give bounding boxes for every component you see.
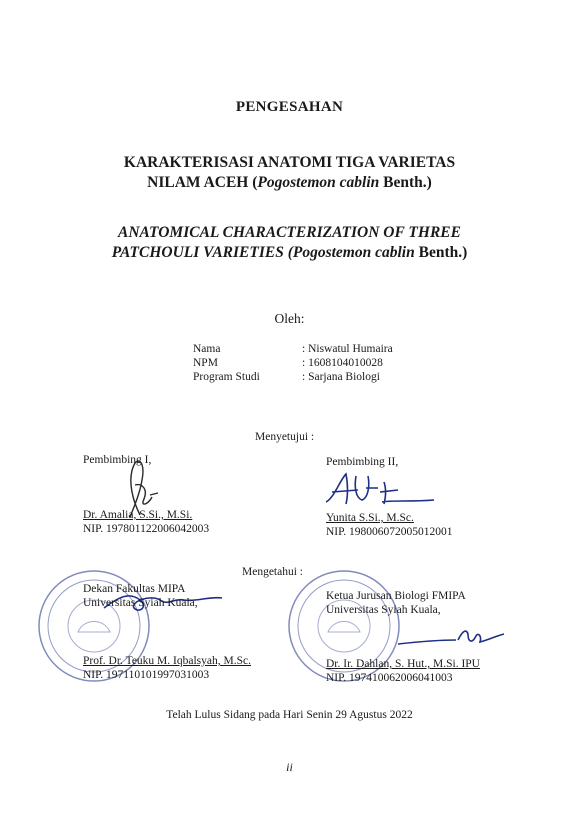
head-role-department: Ketua Jurusan Biologi FMIPA xyxy=(326,590,466,602)
supervisor2-name: Yunita S.Si., M.Sc. xyxy=(326,512,414,524)
title-indonesian-line1: KARAKTERISASI ANATOMI TIGA VARIETAS xyxy=(123,154,456,171)
by-label: Oleh: xyxy=(274,311,305,326)
student-name-value: : Niswatul Humaira xyxy=(302,343,393,355)
acknowledged-by-label: Mengetahui : xyxy=(242,566,303,578)
approved-by-label: Menyetujui : xyxy=(255,431,315,443)
title-indonesian-suffix: Benth.) xyxy=(379,174,432,191)
page-number: ii xyxy=(286,760,293,774)
head-nip: NIP. 197410062006041003 xyxy=(326,672,453,684)
supervisor2-signature xyxy=(322,470,442,515)
supervisor2-nip: NIP. 198006072005012001 xyxy=(326,526,453,538)
title-english-suffix: Benth.) xyxy=(414,244,468,261)
supervisor1-name: Dr. Amalia, S.Si., M.Si. xyxy=(83,509,193,521)
supervisor1-role: Pembimbing I, xyxy=(83,454,152,466)
title-english-prefix: PATCHOULI VARIETIES ( xyxy=(111,244,293,261)
student-name-label: Nama xyxy=(193,343,221,355)
supervisor1-nip: NIP. 197801122006042003 xyxy=(83,523,210,535)
title-english-line1: ANATOMICAL CHARACTERIZATION OF THREE xyxy=(118,224,461,241)
dean-role-faculty: Dekan Fakultas MIPA xyxy=(83,583,186,595)
student-npm-label: NPM xyxy=(193,357,218,369)
title-indonesian xyxy=(0,153,579,193)
title-indonesian-species: Pogostemon cablin xyxy=(257,174,380,191)
supervisor2-role: Pembimbing II, xyxy=(326,456,399,468)
title-english xyxy=(0,223,579,263)
title-indonesian-line2 xyxy=(0,173,579,193)
student-program-label: Program Studi xyxy=(193,371,260,383)
title-english-species: Pogostemon cablin xyxy=(292,244,415,261)
dean-name: Prof. Dr. Teuku M. Iqbalsyah, M.Sc. xyxy=(83,655,251,667)
student-program-value: : Sarjana Biologi xyxy=(302,371,380,383)
title-indonesian-prefix: NILAM ACEH ( xyxy=(147,174,258,191)
title-english-line2 xyxy=(0,243,579,263)
head-role-university: Universitas Syiah Kuala, xyxy=(326,604,441,616)
dean-role-university: Universitas Syiah Kuala, xyxy=(83,597,198,609)
passed-defense-statement: Telah Lulus Sidang pada Hari Senin 29 Agustus 2022 xyxy=(166,709,413,721)
student-npm-value: : 1608104010028 xyxy=(302,357,383,369)
student-info xyxy=(193,343,443,389)
department-head-signature xyxy=(396,622,506,652)
page-heading: PENGESAHAN xyxy=(235,99,344,115)
dean-nip: NIP. 197110101997031003 xyxy=(83,669,210,681)
head-name: Dr. Ir. Dahlan, S. Hut., M.Si. IPU xyxy=(326,658,480,670)
